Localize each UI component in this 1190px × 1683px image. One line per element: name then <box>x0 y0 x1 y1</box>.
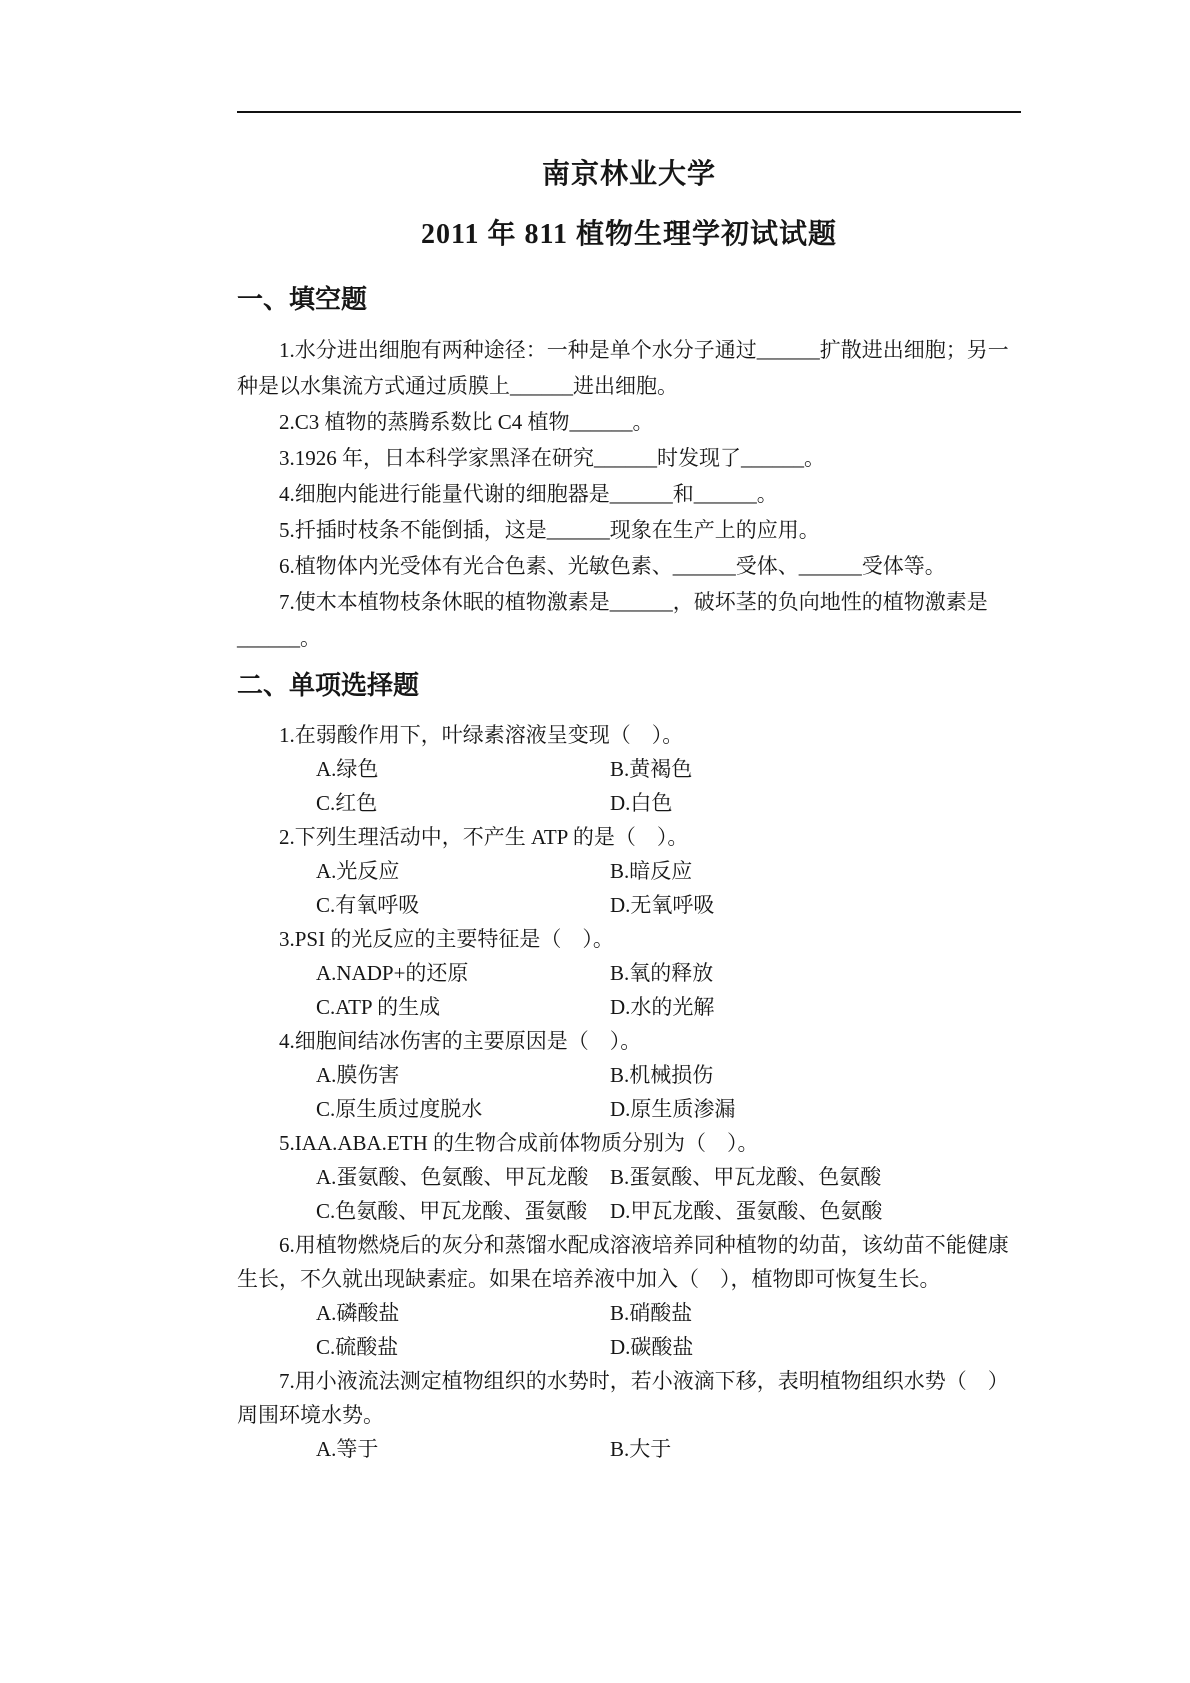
mc-question-3-options-row-1 <box>237 956 1021 990</box>
mc-q5-option-a: A.蛋氨酸、色氨酸、甲瓦龙酸 <box>316 1165 589 1189</box>
mc-question-6-text-line-2: 生长，不久就出现缺素症。如果在培养液中加入（ ），植物即可恢复生长。 <box>237 1267 941 1291</box>
mc-q3-option-a: A.NADP+的还原 <box>316 961 469 985</box>
mc-question-3-options-row-2 <box>237 990 1021 1024</box>
mc-question-5-options-row-2 <box>237 1194 1021 1228</box>
mc-q2-option-c: C.有氧呼吸 <box>316 893 420 917</box>
mc-q4-option-a: A.膜伤害 <box>316 1063 400 1087</box>
fill-item-2: 2.C3 植物的蒸腾系数比 C4 植物______。 <box>279 410 654 434</box>
mc-q1-option-d: D.白色 <box>610 791 673 815</box>
page-title: 南京林业大学 <box>541 159 716 190</box>
mc-question-1-options-row-2 <box>237 786 1021 820</box>
mc-question-1-options-row-1 <box>237 752 1021 786</box>
fill-item-5: 5.扦插时枝条不能倒插，这是______现象在生产上的应用。 <box>279 518 820 542</box>
mc-q1-option-a: A.绿色 <box>316 757 379 781</box>
fill-item-3: 3.1926 年，日本科学家黑泽在研究______时发现了______。 <box>279 446 825 470</box>
mc-q6-option-c: C.硫酸盐 <box>316 1335 399 1359</box>
mc-q5-option-b: B.蛋氨酸、甲瓦龙酸、色氨酸 <box>610 1165 882 1189</box>
mc-q4-option-c: C.原生质过度脱水 <box>316 1097 483 1121</box>
mc-q2-option-d: D.无氧呼吸 <box>610 893 715 917</box>
mc-q4-option-d: D.原生质渗漏 <box>610 1097 736 1121</box>
mc-question-1-text: 1.在弱酸作用下，叶绿素溶液呈变现（ ）。 <box>279 723 684 747</box>
fill-item-1-line-2: 种是以水集流方式通过质膜上______进出细胞。 <box>237 374 678 398</box>
mc-question-4-text: 4.细胞间结冰伤害的主要原因是（ ）。 <box>279 1029 642 1053</box>
mc-q7-option-b: B.大于 <box>610 1437 672 1461</box>
fill-item-7-line-1: 7.使木本植物枝条休眠的植物激素是______，破坏茎的负向地性的植物激素是 <box>279 590 988 614</box>
mc-question-4-options-row-2 <box>237 1092 1021 1126</box>
mc-question-7-options-row-1 <box>237 1432 1021 1466</box>
mc-question-5-options-row-1 <box>237 1160 1021 1194</box>
mc-q6-option-b: B.硝酸盐 <box>610 1301 693 1325</box>
mc-q6-option-a: A.磷酸盐 <box>316 1301 400 1325</box>
mc-q5-option-d: D.甲瓦龙酸、蛋氨酸、色氨酸 <box>610 1199 883 1223</box>
mc-question-7-text-line-1: 7.用小液流法测定植物组织的水势时，若小液滴下移，表明植物组织水势（ ） <box>279 1369 1009 1393</box>
mc-question-5-text: 5.IAA.ABA.ETH 的生物合成前体物质分别为（ ）。 <box>279 1131 759 1155</box>
mc-question-7-text-line-2: 周围环境水势。 <box>237 1403 384 1427</box>
fill-item-1-line-1: 1.水分进出细胞有两种途径：一种是单个水分子通过______扩散进出细胞；另一 <box>279 338 1009 362</box>
mc-question-4-options-row-1 <box>237 1058 1021 1092</box>
fill-item-4: 4.细胞内能进行能量代谢的细胞器是______和______。 <box>279 482 778 506</box>
multiple-choice-questions <box>237 718 1021 1466</box>
mc-q7-option-a: A.等于 <box>316 1437 379 1461</box>
mc-q3-option-c: C.ATP 的生成 <box>316 995 441 1019</box>
fill-item-7-line-2: ______。 <box>237 626 321 650</box>
mc-question-6-options-row-1 <box>237 1296 1021 1330</box>
section-heading-multiple-choice: 二、单项选择题 <box>237 671 420 700</box>
mc-q1-option-b: B.黄褐色 <box>610 757 693 781</box>
mc-q3-option-d: D.水的光解 <box>610 995 715 1019</box>
mc-question-2-options-row-2 <box>237 888 1021 922</box>
header-rule <box>237 111 1021 113</box>
mc-question-3-text: 3.PSI 的光反应的主要特征是（ ）。 <box>279 927 614 951</box>
page-content <box>237 0 1021 1466</box>
mc-question-6-text-line-1: 6.用植物燃烧后的灰分和蒸馏水配成溶液培养同种植物的幼苗，该幼苗不能健康 <box>279 1233 1009 1257</box>
mc-q5-option-c: C.色氨酸、甲瓦龙酸、蛋氨酸 <box>316 1199 588 1223</box>
page-subtitle: 2011 年 811 植物生理学初试试题 <box>421 219 837 250</box>
mc-q2-option-b: B.暗反应 <box>610 859 693 883</box>
mc-q1-option-c: C.红色 <box>316 791 378 815</box>
mc-question-2-options-row-1 <box>237 854 1021 888</box>
fill-item-6: 6.植物体内光受体有光合色素、光敏色素、______受体、______受体等。 <box>279 554 946 578</box>
mc-q2-option-a: A.光反应 <box>316 859 400 883</box>
mc-q4-option-b: B.机械损伤 <box>610 1063 714 1087</box>
mc-question-2-text: 2.下列生理活动中，不产生 ATP 的是（ ）。 <box>279 825 689 849</box>
section-heading-fill-blanks: 一、填空题 <box>237 285 368 314</box>
mc-question-6-options-row-2 <box>237 1330 1021 1364</box>
fill-blank-items <box>237 332 1021 656</box>
mc-q6-option-d: D.碳酸盐 <box>610 1335 694 1359</box>
mc-q3-option-b: B.氧的释放 <box>610 961 714 985</box>
